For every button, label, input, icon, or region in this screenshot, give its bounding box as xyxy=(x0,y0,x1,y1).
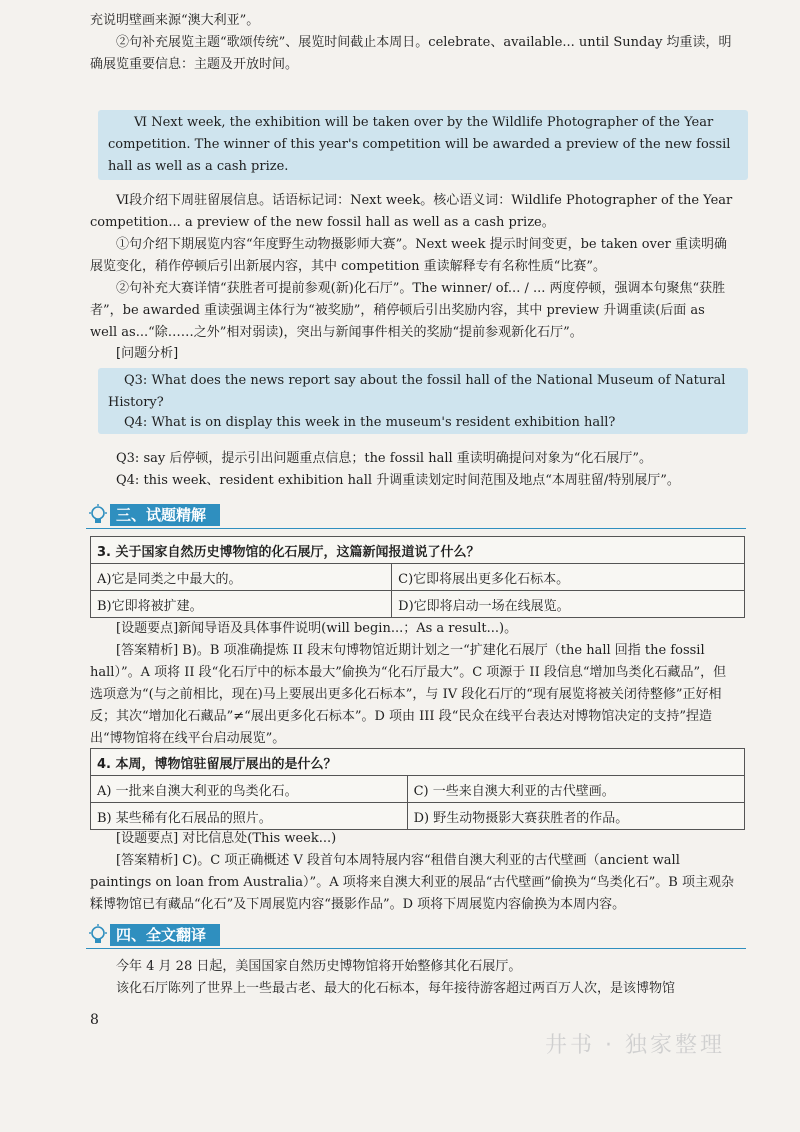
text-line-1: 充说明壁画来源“澳大利亚”。 xyxy=(90,13,260,28)
lightbulb-icon xyxy=(86,923,110,947)
passage-vi: Ⅵ Next week, the exhibition will be taken over by the Wildlife Photographer of the Year competition. The winner of this year's competition will be awarded a preview of the new fossil hall as well as a cash prize. xyxy=(108,115,731,174)
question-3-answer: [答案精析] B)。B 项准确提炼 II 段末句博物馆近期计划之一“扩建化石展厅（the hall 回指 the fossil hall）”。A 项将 II 段“化石厅中的标本最大”偷换为“化石厅最大”。C 项源于 II 段信息“增加鸟类化石藏品”，但选项意为“(与之前相比，现在)马上要展出更多化石标本”，与 IV 段化石厅的“现有展览将被关闭待整修”正好相反；其次“增加化石藏品”≠“展出更多化石标本”。D 项由 III 段“民众在线平台表达对博物馆决定的支持”捏造出“博物馆将在线平台启动展览”。 xyxy=(90,643,727,746)
translation-paragraph-2: 该化石厅陈列了世界上一些最古老、最大的化石标本，每年接待游客超过两百万人次，是该博物馆 xyxy=(116,981,676,996)
option-a: A) 一批来自澳大利亚的鸟类化石。 xyxy=(91,776,408,803)
text-paragraph-4: ①句介绍下期展览内容“年度野生动物摄影师大赛”。Next week 提示时间变更，be taken over 重读明确展览变化，稍作停顿后引出新展内容，其中 competition 重读解释专有名称性质“比赛”。 xyxy=(90,237,727,274)
option-b: B)它即将被扩建。 xyxy=(91,591,392,618)
option-d: D) 野生动物摄影大赛获胜者的作品。 xyxy=(407,803,744,830)
page-number: 8 xyxy=(90,1012,99,1028)
question-table-4 xyxy=(90,748,745,830)
lightbulb-icon xyxy=(86,503,110,527)
question-4-stem: 4. 本周，博物馆驻留展厅展出的是什么？ xyxy=(91,749,745,776)
section-header-3 xyxy=(86,502,746,529)
section-title: 四、全文翻译 xyxy=(110,924,220,946)
watermark: 井书 · 独家整理 xyxy=(545,1033,725,1058)
question-4-answer: [答案精析] C)。C 项正确概述 V 段首句本周特展内容“租借自澳大利亚的古代壁画（ancient wall paintings on loan from Australia）”。A 项将来自澳大利亚的展品“古代壁画”偷换为“鸟类化石”。B 项主观杂糅博物馆已有藏品“化石”及下周展览内容“摄影作品”。D 项将下周展览内容偷换为本周内容。 xyxy=(90,853,734,912)
text-paragraph-7: Q4: this week、resident exhibition hall 升调重读划定时间范围及地点“本周驻留/特别展厅”。 xyxy=(116,473,680,488)
question-3-stem: 3. 关于国家自然历史博物馆的化石展厅，这篇新闻报道说了什么？ xyxy=(91,537,745,564)
text-paragraph-6: Q3: say 后停顿，提示引出问题重点信息；the fossil hall 重读明确提问对象为“化石展厅”。 xyxy=(116,451,653,466)
question-3-point: [设题要点]新闻导语及具体事件说明(will begin...；As a result...)。 xyxy=(116,621,518,636)
text-paragraph-2: ②句补充展览主题“歌颂传统”、展览时间截止本周日。celebrate、available... until Sunday 均重读，明确展览重要信息：主题及开放时间。 xyxy=(90,35,732,72)
question-table-3 xyxy=(90,536,745,618)
question-q4-text: Q4: What is on display this week in the museum's resident exhibition hall? xyxy=(124,415,616,430)
option-a: A)它是同类之中最大的。 xyxy=(91,564,392,591)
option-d: D)它即将启动一场在线展览。 xyxy=(392,591,745,618)
option-b: B) 某些稀有化石展品的照片。 xyxy=(91,803,408,830)
section-header-4 xyxy=(86,922,746,949)
option-c: C) 一些来自澳大利亚的古代壁画。 xyxy=(407,776,744,803)
text-paragraph-3: Ⅵ段介绍下周驻留展信息。话语标记词：Next week。核心语义词：Wildlife Photographer of the Year competition... a preview of the new fossil hall as well as a cash prize。 xyxy=(90,193,733,230)
question-q3-text: Q3: What does the news report say about the fossil hall of the National Museum of Natural History? xyxy=(108,373,726,410)
question-4-point: [设题要点] 对比信息处(This week...) xyxy=(116,831,337,846)
option-c: C)它即将展出更多化石标本。 xyxy=(392,564,745,591)
section-title: 三、试题精解 xyxy=(110,504,220,526)
english-passage-box-1 xyxy=(98,110,748,180)
analysis-label: [问题分析] xyxy=(116,346,179,361)
translation-paragraph-1: 今年 4 月 28 日起，美国国家自然历史博物馆将开始整修其化石展厅。 xyxy=(116,959,522,974)
english-passage-box-2 xyxy=(98,368,748,434)
text-paragraph-5: ②句补充大赛详情“获胜者可提前参观(新)化石厅”。The winner/ of... / ... 两度停顿，强调本句聚焦“获胜者”，be awarded 重读强调主体行为“被奖励”，稍停顿后引出奖励内容，其中 preview 升调重读(后面 as well as...“除……之外”相对弱读)，突出与新闻事件相关的奖励“提前参观新化石厅”。 xyxy=(90,281,726,340)
